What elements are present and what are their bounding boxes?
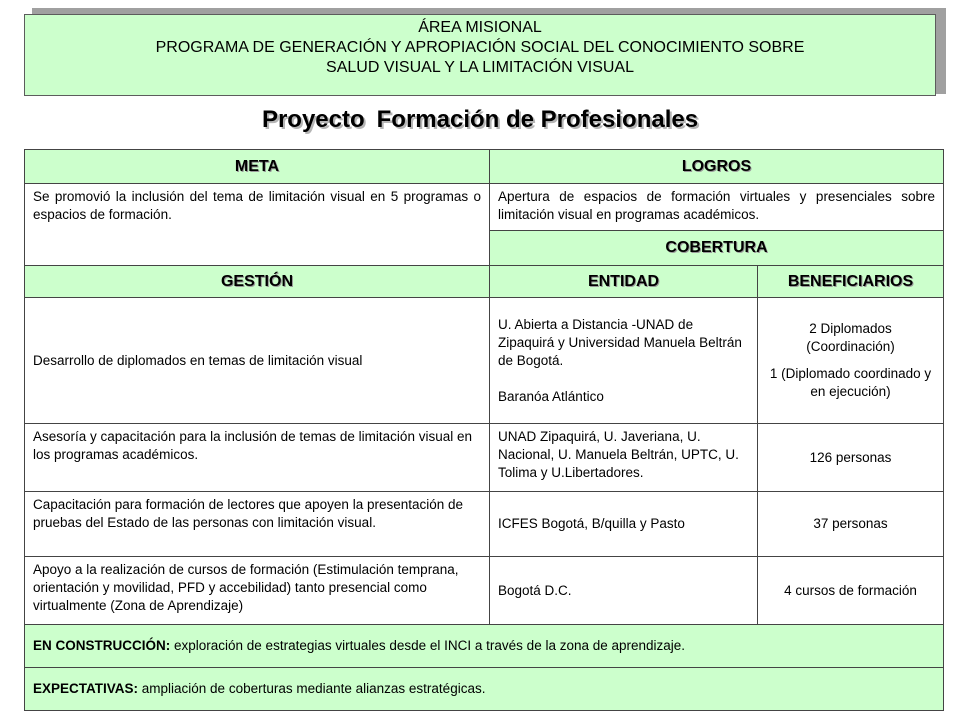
header-line-2: PROGRAMA DE GENERACIÓN Y APROPIACIÓN SOCIAL DEL CONOCIMIENTO SOBRE	[155, 39, 805, 56]
beneficiarios-paragraph: 2 Diplomados (Coordinación)	[806, 321, 895, 354]
entidad-cell	[490, 298, 758, 424]
entidad-cell: Bogotá D.C.	[490, 557, 758, 625]
header-line-3: SALUD VISUAL Y LA LIMITACIÓN VISUAL	[326, 59, 634, 76]
entidad-cell: ICFES Bogotá, B/quilla y Pasto	[490, 492, 758, 557]
entidad-cell: UNAD Zipaquirá, U. Javeriana, U. Nacional, U. Manuela Beltrán, UPTC, U. Tolima y U.Libertadores.	[490, 424, 758, 492]
gestion-cell: Asesoría y capacitación para la inclusión de temas de limitación visual en los programas académicos.	[25, 424, 490, 492]
header-banner	[24, 14, 936, 96]
header-line-1: ÁREA MISIONAL	[418, 19, 542, 36]
title-part-2: Formación de Profesionales	[376, 106, 699, 133]
beneficiarios-cell: 4 cursos de formación	[758, 557, 944, 625]
meta-text: Se promovió la inclusión del tema de limitación visual en 5 programas o espacios de formación.	[25, 184, 490, 266]
beneficiarios-cell: 37 personas	[758, 492, 944, 557]
table-row	[25, 557, 944, 625]
logros-header: LOGROS	[490, 150, 944, 184]
expectativas-label: EXPECTATIVAS:	[33, 681, 139, 696]
gestion-cell: Capacitación para formación de lectores que apoyen la presentación de pruebas del Estado de las personas con limitación visual.	[25, 492, 490, 557]
construccion-row	[25, 625, 944, 668]
construccion-text: exploración de estrategias virtuales desde el INCI a través de la zona de aprendizaje.	[170, 638, 686, 653]
logros-text: Apertura de espacios de formación virtuales y presenciales sobre limitación visual en programas académicos.	[490, 184, 944, 231]
expectativas-text: ampliación de coberturas mediante alianzas estratégicas.	[138, 681, 486, 696]
page-title	[0, 106, 960, 134]
title-part-1: Proyecto	[261, 106, 365, 133]
beneficiarios-header: BENEFICIARIOS	[758, 266, 944, 298]
gestion-header: GESTIÓN	[25, 266, 490, 298]
table-row	[25, 298, 944, 424]
table-row	[25, 424, 944, 492]
cobertura-header: COBERTURA	[490, 231, 944, 266]
expectativas-row	[25, 668, 944, 711]
table-row	[25, 492, 944, 557]
beneficiarios-paragraph: 1 (Diplomado coordinado y en ejecución)	[769, 366, 932, 399]
meta-header: META	[25, 150, 490, 184]
entidad-paragraph: Baranóa Atlántico	[498, 388, 604, 404]
construccion-label: EN CONSTRUCCIÓN:	[33, 638, 171, 653]
beneficiarios-cell: 126 personas	[758, 424, 944, 492]
gestion-cell: Desarrollo de diplomados en temas de limitación visual	[25, 298, 490, 424]
entidad-header: ENTIDAD	[490, 266, 758, 298]
beneficiarios-cell	[758, 298, 944, 424]
project-table	[24, 149, 944, 711]
entidad-paragraph: U. Abierta a Distancia -UNAD de Zipaquirá y Universidad Manuela Beltrán de Bogotá.	[498, 316, 742, 368]
gestion-cell: Apoyo a la realización de cursos de formación (Estimulación temprana, orientación y movilidad, PFD y accebilidad) tanto presencial como virtualmente (Zona de Aprendizaje)	[25, 557, 490, 625]
